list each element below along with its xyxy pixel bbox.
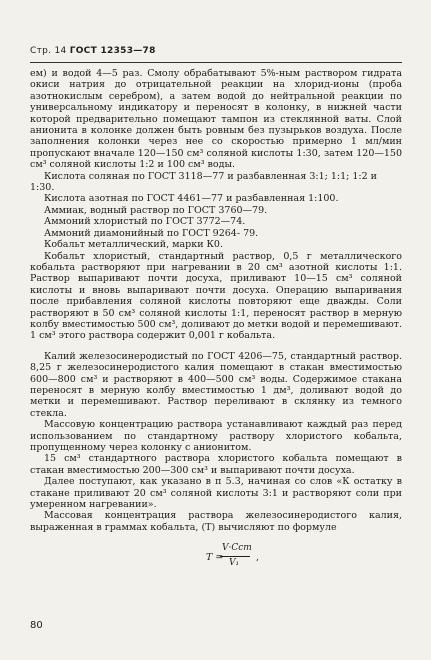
paragraph: Аммоний диамонийный по ГОСТ 9264- 79. xyxy=(44,227,259,239)
header-divider xyxy=(30,62,402,63)
paragraph: Кобальт хлористый, стандартный раствор, 0,5 г металлического кобальта растворяют при нагревании в 20 см³ азотной кислоты 1:1. Раствор выпаривают почти досуха, приливают 10—15 см³ соляной кислоты и вновь выпаривают почти досуха. Операцию выпаривания после прибавления соляной кислоты повторяют еще дважды. Соли растворяют в 50 см³ соляной кислоты 1:1, переносят раствор в мерную колбу вместимостью 500 см³, доливают до метки водой и перемешивают. 1 см³ этого раствора содержит 0,001 г кобальта. xyxy=(30,250,402,342)
paragraph: Массовая концентрация раствора железосинеродистого калия, выраженная в граммах кобальта, (T) вычисляют по формуле xyxy=(30,510,402,533)
paragraph: 15 см³ стандартного раствора хлористого кобальта помещают в стакан вместимостью 200—300 см³ и выпаривают почти досуха. xyxy=(30,453,402,476)
paragraph: Кислота азотная по ГОСТ 4461—77 и разбавленная 1:100. xyxy=(44,193,339,205)
paragraph: Калий железосинеродистый по ГОСТ 4206—75, стандартный раствор. 8,25 г железосинеродистого калия помещают в стакан вместимостью 600—800 см³ и растворяют в 400—500 см³ воды. Содержимое стакана переносят в мерную колбу вместимостью 1 дм³, доливают водой до метки и перемешивают. Раствор переливают в склянку из темного стекла. xyxy=(30,350,402,419)
page-label: Стр. 14 xyxy=(30,46,67,56)
page-number: 80 xyxy=(30,620,43,631)
paragraph: Аммиак, водный раствор по ГОСТ 3760—79. xyxy=(44,204,268,216)
paragraph: Кислота соляная по ГОСТ 3118—77 и разбавленная 3:1; 1:1; 1:2 и 1:30. xyxy=(30,170,378,194)
standard-number: ГОСТ 12353—78 xyxy=(69,46,156,56)
formula-denominator: V₁ xyxy=(229,558,240,569)
page-header xyxy=(30,46,156,56)
paragraph: Аммоний хлористый по ГОСТ 3772—74. xyxy=(44,216,246,228)
formula xyxy=(30,543,402,575)
formula-trail: , xyxy=(256,552,260,564)
paragraph: Массовую концентрацию раствора устанавливают каждый раз перед использованием по стандартному раствору хлористого кобальта, пропущенному через колонку с анионитом. xyxy=(30,419,402,453)
paragraph: Кобальт металлический, марки К0. xyxy=(44,239,223,251)
formula-numerator: V·Cст xyxy=(222,543,252,554)
formula-lhs: T = xyxy=(206,552,224,564)
document-body xyxy=(30,68,402,575)
fraction-bar xyxy=(220,556,250,557)
paragraph: Далее поступают, как указано в п 5.3, начиная со слов «К остатку в стакане приливают 20 см³ соляной кислоты 3:1 и растворяют соли при умеренном нагревании». xyxy=(30,476,402,511)
paragraph: ем) и водой 4—5 раз. Смолу обрабатывают 5%-ным раствором гидрата окиси натрия до отрицательной реакции на хлорид-ионы (проба азотнокислым серебром), а затем водой до нейтральной реакции по универсальному индикатору и переносят в колонку, в нижней части которой предварительно помещают тампон из стеклянной ваты. Слой анионита в колонке должен быть ровным без пузырьков воздуха. После заполнения колонки через нее со скоростью примерно 1 мл/мин пропускают вначале 120—150 см³ соляной кислоты 1:30, затем 120—150 см³ соляной кислоты 1:2 и 100 см³ воды. xyxy=(30,68,402,171)
